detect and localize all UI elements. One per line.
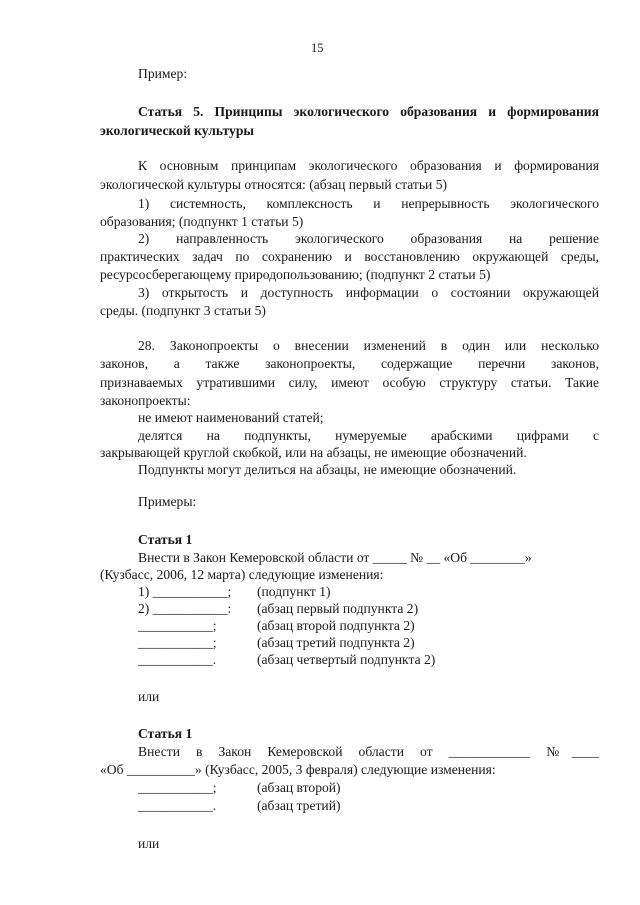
- example2-line2: «Об __________» (Кузбасс, 2005, 3 февраля) следующие изменения:: [100, 762, 496, 777]
- item28-line3: признаваемых утратившими силу, имеют особую структуру статьи. Такие: [100, 375, 599, 390]
- example2-row1-note: (абзац второй): [257, 780, 341, 795]
- example1-row2-note: (абзац первый подпункта 2): [257, 601, 419, 616]
- article5-item2-line3: ресурсосберегающему природопользованию; (подпункт 2 статьи 5): [100, 267, 491, 282]
- or-separator-2: или: [138, 836, 160, 851]
- example2-row2-blank: ___________.: [138, 798, 217, 813]
- article5-title-line1: Статья 5. Принципы экологического образования и формирования: [138, 104, 599, 119]
- item28-line5: не имеют наименований статей;: [138, 410, 324, 425]
- article5-item2-line1: 2) направленность экологического образования на решение: [138, 231, 599, 246]
- example1-title: Статья 1: [138, 532, 193, 547]
- example2-title: Статья 1: [138, 726, 193, 741]
- item28-line6: делятся на подпункты, нумеруемые арабскими цифрами с: [138, 428, 599, 443]
- article5-item3-line2: среды. (подпункт 3 статьи 5): [100, 303, 266, 318]
- example1-row1-note: (подпункт 1): [257, 584, 331, 599]
- example1-row4-note: (абзац третий подпункта 2): [257, 635, 415, 650]
- example2-line1: Внести в Закон Кемеровской области от ____________ №____: [138, 744, 599, 759]
- or-separator-1: или: [138, 689, 160, 704]
- example2-row2-note: (абзац третий): [257, 798, 341, 813]
- item28-line1: 28. Законопроекты о внесении изменений в один или несколько: [138, 338, 599, 353]
- examples-intro: Примеры:: [138, 494, 197, 509]
- example1-row1-blank: 1) ___________;: [138, 584, 232, 599]
- example1-row4-blank: ___________;: [138, 635, 217, 650]
- item28-line8: Подпункты могут делиться на абзацы, не имеющие обозначений.: [138, 462, 517, 477]
- item28-line7: закрывающей круглой скобкой, или на абзацы, не имеющие обозначений.: [100, 445, 527, 460]
- article5-item1-line2: образования; (подпункт 1 статьи 5): [100, 214, 304, 229]
- page-number: 15: [311, 41, 324, 55]
- example1-row5-note: (абзац четвертый подпункта 2): [257, 652, 436, 667]
- item28-line4: законопроекты:: [100, 393, 191, 408]
- article5-item3-line1: 3) открытость и доступность информации о состоянии окружающей: [138, 285, 599, 300]
- article5-item2-line2: практических задач по сохранению и восстановлению окружающей среды,: [100, 249, 599, 264]
- example1-row3-blank: ___________;: [138, 618, 217, 633]
- example1-row2-blank: 2) ___________:: [138, 601, 232, 616]
- example1-row3-note: (абзац второй подпункта 2): [257, 618, 415, 633]
- article5-p1-line2: экологической культуры относятся: (абзац первый статьи 5): [100, 177, 448, 192]
- example1-line2: (Кузбасс, 2006, 12 марта) следующие изменения:: [100, 567, 384, 582]
- example1-line1: Внести в Закон Кемеровской области от _____ № __ «Об ________»: [138, 550, 532, 565]
- item28-line2: законов, а также законопроекты, содержащие перечни законов,: [100, 356, 599, 371]
- example1-row5-blank: ___________.: [138, 652, 217, 667]
- article5-item1-line1: 1) системность, комплексность и непрерывность экологического: [138, 196, 599, 211]
- article5-p1-line1: К основным принципам экологического образования и формирования: [138, 158, 599, 173]
- article5-title-line2: экологической культуры: [100, 123, 255, 138]
- example2-row1-blank: ___________;: [138, 780, 217, 795]
- example-intro: Пример:: [138, 66, 188, 81]
